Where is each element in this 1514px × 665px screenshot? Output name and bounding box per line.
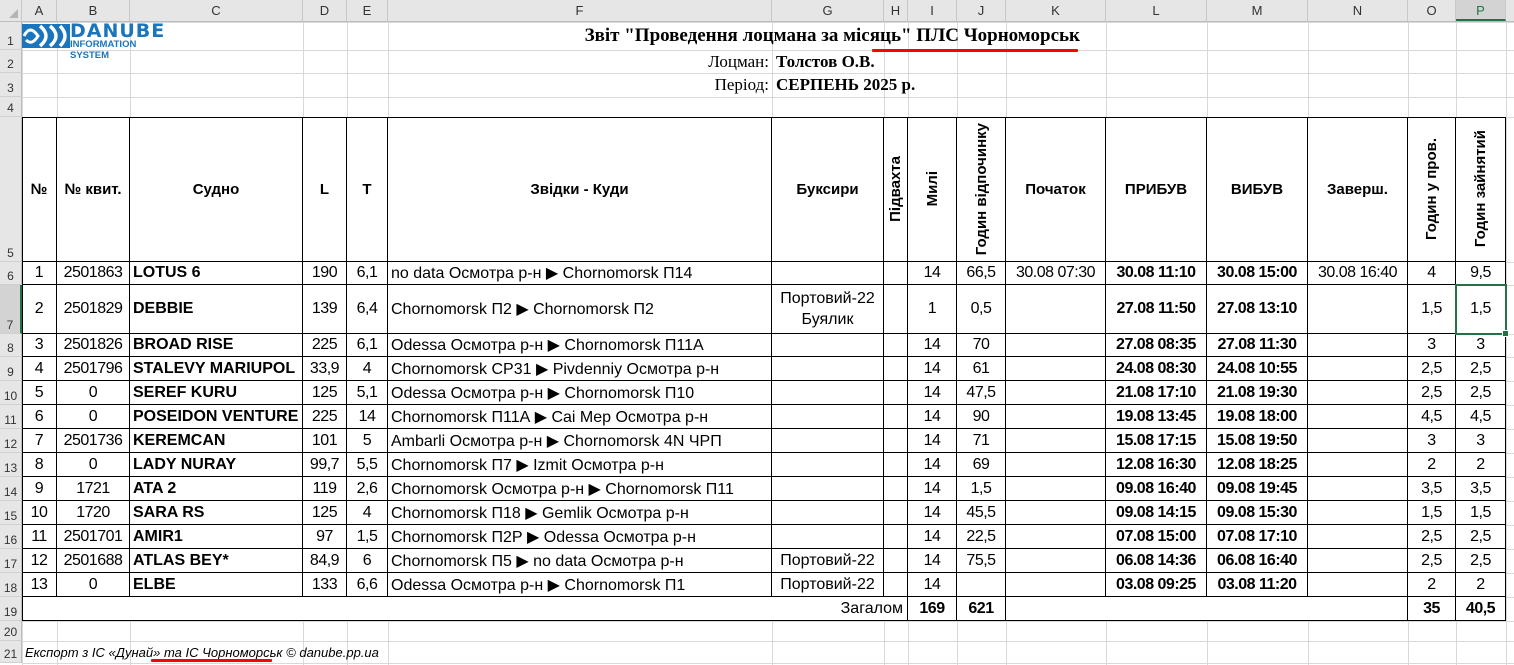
cell-miles[interactable]: 14: [908, 357, 957, 381]
row-header-18[interactable]: 18: [0, 573, 22, 597]
cell-no[interactable]: 11: [22, 525, 57, 549]
cell-hp[interactable]: 2: [1408, 573, 1456, 597]
cell-L[interactable]: 99,7: [303, 453, 347, 477]
cell-miles[interactable]: 14: [908, 405, 957, 429]
cell-vessel[interactable]: POSEIDON VENTURE: [130, 405, 303, 429]
row-header-9[interactable]: 9: [0, 357, 22, 381]
cell-hp[interactable]: 2: [1408, 453, 1456, 477]
cell-T[interactable]: 6,1: [347, 334, 388, 357]
column-header-d[interactable]: D: [303, 0, 347, 21]
cell-route[interactable]: Chornomorsk П2 ▶ Chornomorsk П2: [388, 285, 772, 334]
header-vessel[interactable]: Судно: [130, 117, 303, 262]
gridline-h: [22, 621, 1514, 622]
cell-route[interactable]: Chornomorsk П5 ▶ no data Осмотра р-н: [388, 549, 772, 573]
cell-start[interactable]: [1006, 525, 1106, 549]
cell-ticket[interactable]: 0: [57, 573, 130, 597]
cell-departed[interactable]: 03.08 11:20: [1207, 573, 1308, 597]
cell-T[interactable]: 6,4: [347, 285, 388, 334]
cell-vessel[interactable]: STALEVY MARIUPOL: [130, 357, 303, 381]
cell-ticket[interactable]: 2501688: [57, 549, 130, 573]
cell-route[interactable]: Odessa Осмотра р-н ▶ Chornomorsk П10: [388, 381, 772, 405]
cell-start[interactable]: [1006, 405, 1106, 429]
header-tugs[interactable]: Буксири: [772, 117, 884, 262]
footer-underline-annotation: [151, 659, 272, 662]
cell-L[interactable]: 133: [303, 573, 347, 597]
cell-rest[interactable]: 71: [957, 429, 1006, 453]
cell-departed[interactable]: 06.08 16:40: [1207, 549, 1308, 573]
report-title: Звіт "Проведення лоцмана за місяць" ПЛС Чорноморськ: [584, 25, 1080, 46]
cell-tugs[interactable]: [772, 429, 884, 453]
cell-departed[interactable]: 09.08 15:30: [1207, 501, 1308, 525]
cell-hb[interactable]: 2,5: [1456, 381, 1506, 405]
row-header-15[interactable]: 15: [0, 501, 22, 525]
cell-tugs[interactable]: [772, 453, 884, 477]
cell-ticket[interactable]: 2501736: [57, 429, 130, 453]
cell-T[interactable]: 6,1: [347, 262, 388, 285]
cell-L[interactable]: 33,9: [303, 357, 347, 381]
cell-start[interactable]: 30.08 07:30: [1006, 262, 1106, 285]
cell-rest[interactable]: 45,5: [957, 501, 1006, 525]
cell-no[interactable]: 7: [22, 429, 57, 453]
column-header-k[interactable]: K: [1006, 0, 1106, 21]
cell-ticket[interactable]: 2501796: [57, 357, 130, 381]
cell-start[interactable]: [1006, 429, 1106, 453]
column-header-p[interactable]: P: [1456, 0, 1506, 21]
cell-arrived[interactable]: 15.08 17:15: [1106, 429, 1207, 453]
cell-finish[interactable]: [1308, 285, 1408, 334]
cell-vessel[interactable]: SARA RS: [130, 501, 303, 525]
header-hours-pilot[interactable]: Годин у пров.: [1408, 117, 1456, 262]
cell-finish[interactable]: [1308, 453, 1408, 477]
cell-start[interactable]: [1006, 381, 1106, 405]
cell-vessel[interactable]: DEBBIE: [130, 285, 303, 334]
period-value: СЕРПЕНЬ 2025 р.: [776, 75, 916, 94]
cell-no[interactable]: 9: [22, 477, 57, 501]
cell-watch[interactable]: [884, 501, 908, 525]
cell-rest[interactable]: 69: [957, 453, 1006, 477]
totals-hours-busy[interactable]: 40,5: [1456, 597, 1506, 621]
cell-hb[interactable]: 1,5: [1456, 285, 1506, 334]
header-t[interactable]: T: [347, 117, 388, 262]
cell-departed[interactable]: 07.08 17:10: [1207, 525, 1308, 549]
row-header-3[interactable]: 3: [0, 73, 22, 97]
totals-rest[interactable]: 621: [957, 597, 1006, 621]
row-header-6[interactable]: 6: [0, 262, 22, 285]
cell-vessel[interactable]: LOTUS 6: [130, 262, 303, 285]
row-header-14[interactable]: 14: [0, 477, 22, 501]
cell-route[interactable]: Odessa Осмотра р-н ▶ Chornomorsk П1: [388, 573, 772, 597]
cell-miles[interactable]: 14: [908, 262, 957, 285]
row-header-11[interactable]: 11: [0, 405, 22, 429]
totals-empty: [1006, 597, 1408, 621]
cell-finish[interactable]: [1308, 477, 1408, 501]
header-start[interactable]: Початок: [1006, 117, 1106, 262]
cell-arrived[interactable]: 09.08 16:40: [1106, 477, 1207, 501]
column-header-h[interactable]: H: [884, 0, 908, 21]
cell-watch[interactable]: [884, 285, 908, 334]
header-l[interactable]: L: [303, 117, 347, 262]
selected-cell-p7[interactable]: [1455, 284, 1507, 335]
cell-watch[interactable]: [884, 262, 908, 285]
cell-vessel[interactable]: ELBE: [130, 573, 303, 597]
column-header-i[interactable]: I: [908, 0, 957, 21]
cell-arrived[interactable]: 07.08 15:00: [1106, 525, 1207, 549]
cell-departed[interactable]: 12.08 18:25: [1207, 453, 1308, 477]
cell-departed[interactable]: 21.08 19:30: [1207, 381, 1308, 405]
cell-hb[interactable]: 2,5: [1456, 525, 1506, 549]
cell-rest[interactable]: 90: [957, 405, 1006, 429]
column-header-c[interactable]: C: [130, 0, 303, 21]
cell-tugs[interactable]: Портовий-22: [772, 573, 884, 597]
column-header-o[interactable]: O: [1408, 0, 1456, 21]
cell-finish[interactable]: [1308, 501, 1408, 525]
cell-arrived[interactable]: 19.08 13:45: [1106, 405, 1207, 429]
cell-start[interactable]: [1006, 357, 1106, 381]
cell-finish[interactable]: [1308, 334, 1408, 357]
header-route[interactable]: Звідки - Куди: [388, 117, 772, 262]
cell-departed[interactable]: 15.08 19:50: [1207, 429, 1308, 453]
column-header-bar: [22, 0, 1514, 22]
cell-no[interactable]: 3: [22, 334, 57, 357]
cell-vessel[interactable]: SEREF KURU: [130, 381, 303, 405]
cell-L[interactable]: 225: [303, 334, 347, 357]
row-header-10[interactable]: 10: [0, 381, 22, 405]
cell-route[interactable]: Odessa Осмотра р-н ▶ Chornomorsk П11А: [388, 334, 772, 357]
cell-departed[interactable]: 27.08 13:10: [1207, 285, 1308, 334]
cell-L[interactable]: 125: [303, 501, 347, 525]
cell-finish[interactable]: [1308, 357, 1408, 381]
cell-T[interactable]: 5: [347, 429, 388, 453]
cell-ticket[interactable]: 2501826: [57, 334, 130, 357]
cell-ticket[interactable]: 2501701: [57, 525, 130, 549]
cell-vessel[interactable]: ATA 2: [130, 477, 303, 501]
cell-hb[interactable]: 1,5: [1456, 501, 1506, 525]
cell-tugs[interactable]: [772, 501, 884, 525]
cell-hp[interactable]: 2,5: [1408, 381, 1456, 405]
select-all-corner[interactable]: [0, 0, 22, 22]
cell-arrived[interactable]: 27.08 11:50: [1106, 285, 1207, 334]
header-finish[interactable]: Заверш.: [1308, 117, 1408, 262]
cell-hb[interactable]: 2,5: [1456, 357, 1506, 381]
cell-tugs[interactable]: [772, 405, 884, 429]
cell-rest[interactable]: 22,5: [957, 525, 1006, 549]
cell-arrived[interactable]: 12.08 16:30: [1106, 453, 1207, 477]
cell-T[interactable]: 6: [347, 549, 388, 573]
logo-name: DANUBE: [70, 20, 166, 42]
cell-hb[interactable]: 2: [1456, 573, 1506, 597]
cell-rest[interactable]: 1,5: [957, 477, 1006, 501]
cell-hp[interactable]: 2,5: [1408, 525, 1456, 549]
cell-hp[interactable]: 1,5: [1408, 501, 1456, 525]
cell-hp[interactable]: 4: [1408, 262, 1456, 285]
cell-departed[interactable]: 24.08 10:55: [1207, 357, 1308, 381]
cell-ticket[interactable]: 2501829: [57, 285, 130, 334]
header-hours-busy[interactable]: Годин зайнятий: [1456, 117, 1506, 262]
cell-no[interactable]: 1: [22, 262, 57, 285]
cell-T[interactable]: 6,6: [347, 573, 388, 597]
cell-watch[interactable]: [884, 453, 908, 477]
cell-tugs[interactable]: [772, 357, 884, 381]
cell-watch[interactable]: [884, 549, 908, 573]
cell-tugs[interactable]: [772, 334, 884, 357]
cell-vessel[interactable]: BROAD RISE: [130, 334, 303, 357]
cell-hp[interactable]: 3: [1408, 334, 1456, 357]
cell-vessel[interactable]: LADY NURAY: [130, 453, 303, 477]
cell-vessel[interactable]: KEREMCAN: [130, 429, 303, 453]
cell-L[interactable]: 190: [303, 262, 347, 285]
cell-start[interactable]: [1006, 549, 1106, 573]
cell-departed[interactable]: 30.08 15:00: [1207, 262, 1308, 285]
cell-L[interactable]: 97: [303, 525, 347, 549]
column-header-g[interactable]: G: [772, 0, 884, 21]
row-header-1[interactable]: 1: [0, 22, 22, 50]
cell-hb[interactable]: 3: [1456, 334, 1506, 357]
cell-watch[interactable]: [884, 477, 908, 501]
cell-hb[interactable]: 9,5: [1456, 262, 1506, 285]
header-arrived[interactable]: ПРИБУВ: [1106, 117, 1207, 262]
gridline-h: [22, 97, 1514, 98]
cell-miles[interactable]: 14: [908, 453, 957, 477]
cell-arrived[interactable]: 30.08 11:10: [1106, 262, 1207, 285]
cell-tugs[interactable]: [772, 477, 884, 501]
cell-start[interactable]: [1006, 334, 1106, 357]
cell-hb[interactable]: 2,5: [1456, 549, 1506, 573]
header-miles[interactable]: Милі: [908, 117, 957, 262]
cell-hb[interactable]: 2: [1456, 453, 1506, 477]
cell-hp[interactable]: 2,5: [1408, 357, 1456, 381]
cell-miles[interactable]: 14: [908, 525, 957, 549]
cell-hp[interactable]: 3,5: [1408, 477, 1456, 501]
column-header-f[interactable]: F: [388, 0, 772, 21]
cell-ticket[interactable]: 1720: [57, 501, 130, 525]
cell-arrived[interactable]: 27.08 08:35: [1106, 334, 1207, 357]
cell-watch[interactable]: [884, 429, 908, 453]
cell-T[interactable]: 14: [347, 405, 388, 429]
pilot-label: Лоцман:: [708, 51, 769, 71]
column-header-e[interactable]: E: [347, 0, 388, 21]
cell-miles[interactable]: 14: [908, 501, 957, 525]
cell-miles[interactable]: 14: [908, 429, 957, 453]
cell-departed[interactable]: 09.08 19:45: [1207, 477, 1308, 501]
cell-no[interactable]: 8: [22, 453, 57, 477]
cell-watch[interactable]: [884, 525, 908, 549]
cell-no[interactable]: 10: [22, 501, 57, 525]
cell-hp[interactable]: 4,5: [1408, 405, 1456, 429]
row-header-17[interactable]: 17: [0, 549, 22, 573]
row-header-4[interactable]: 4: [0, 97, 22, 117]
cell-no[interactable]: 12: [22, 549, 57, 573]
cell-vessel[interactable]: ATLAS BEY*: [130, 549, 303, 573]
cell-hp[interactable]: 3: [1408, 429, 1456, 453]
column-header-j[interactable]: J: [957, 0, 1006, 21]
cell-no[interactable]: 2: [22, 285, 57, 334]
column-header-l[interactable]: L: [1106, 0, 1207, 21]
totals-label: Загалом: [22, 597, 908, 621]
cell-finish[interactable]: [1308, 525, 1408, 549]
cell-L[interactable]: 125: [303, 381, 347, 405]
cell-route[interactable]: Chornomorsk CP31 ▶ Pivdenniy Осмотра р-н: [388, 357, 772, 381]
cell-arrived[interactable]: 06.08 14:36: [1106, 549, 1207, 573]
cell-route[interactable]: Chornomorsk П11А ▶ Cai Mep Осмотра р-н: [388, 405, 772, 429]
row-header-13[interactable]: 13: [0, 453, 22, 477]
cell-ticket[interactable]: 2501863: [57, 262, 130, 285]
logo-subtitle: INFORMATION SYSTEM: [70, 39, 137, 61]
cell-rest[interactable]: 70: [957, 334, 1006, 357]
column-header-m[interactable]: M: [1207, 0, 1308, 21]
cell-start[interactable]: [1006, 477, 1106, 501]
cell-no[interactable]: 4: [22, 357, 57, 381]
cell-no[interactable]: 6: [22, 405, 57, 429]
totals-miles[interactable]: 169: [908, 597, 957, 621]
cell-tugs[interactable]: [772, 381, 884, 405]
row-header-7[interactable]: 7: [0, 285, 22, 334]
cell-rest[interactable]: 47,5: [957, 381, 1006, 405]
cell-rest[interactable]: 0,5: [957, 285, 1006, 334]
cell-watch[interactable]: [884, 405, 908, 429]
cell-finish[interactable]: 30.08 16:40: [1308, 262, 1408, 285]
header-no[interactable]: №: [22, 117, 57, 262]
cell-route[interactable]: Ambarli Осмотра р-н ▶ Chornomorsk 4N ЧРП: [388, 429, 772, 453]
cell-miles[interactable]: 14: [908, 477, 957, 501]
cell-tugs[interactable]: Портовий-22 Буялик: [772, 285, 884, 334]
danube-logo: [22, 20, 172, 61]
cell-route[interactable]: Chornomorsk Осмотра р-н ▶ Chornomorsk П11: [388, 477, 772, 501]
cell-ticket[interactable]: 0: [57, 381, 130, 405]
cell-miles[interactable]: 14: [908, 381, 957, 405]
cell-finish[interactable]: [1308, 405, 1408, 429]
cell-rest[interactable]: 75,5: [957, 549, 1006, 573]
header-departed[interactable]: ВИБУВ: [1207, 117, 1308, 262]
cell-L[interactable]: 101: [303, 429, 347, 453]
cell-departed[interactable]: 27.08 11:30: [1207, 334, 1308, 357]
cell-start[interactable]: [1006, 453, 1106, 477]
header-rest-hours[interactable]: Годин відпочинку: [957, 117, 1006, 262]
cell-hp[interactable]: 2,5: [1408, 549, 1456, 573]
row-header-8[interactable]: 8: [0, 334, 22, 357]
column-header-n[interactable]: N: [1308, 0, 1408, 21]
row-header-19[interactable]: 19: [0, 597, 22, 621]
cell-start[interactable]: [1006, 285, 1106, 334]
row-header-20[interactable]: 20: [0, 621, 22, 641]
cell-finish[interactable]: [1308, 573, 1408, 597]
cell-departed[interactable]: 19.08 18:00: [1207, 405, 1308, 429]
pilot-value: Толстов О.В.: [776, 51, 875, 71]
period-label: Період:: [714, 75, 769, 94]
cell-tugs[interactable]: [772, 262, 884, 285]
row-header-2[interactable]: 2: [0, 50, 22, 73]
cell-T[interactable]: 1,5: [347, 525, 388, 549]
header-watch[interactable]: Підвахта: [884, 117, 908, 262]
cell-arrived[interactable]: 09.08 14:15: [1106, 501, 1207, 525]
cell-L[interactable]: 225: [303, 405, 347, 429]
cell-rest[interactable]: 66,5: [957, 262, 1006, 285]
cell-T[interactable]: 5,1: [347, 381, 388, 405]
cell-tugs[interactable]: Портовий-22: [772, 549, 884, 573]
cell-rest[interactable]: 61: [957, 357, 1006, 381]
cell-ticket[interactable]: 1721: [57, 477, 130, 501]
cell-watch[interactable]: [884, 573, 908, 597]
cell-route[interactable]: Chornomorsk П2Р ▶ Odessa Осмотра р-н: [388, 525, 772, 549]
cell-route[interactable]: Chornomorsk П18 ▶ Gemlik Осмотра р-н: [388, 501, 772, 525]
cell-ticket[interactable]: 0: [57, 453, 130, 477]
cell-T[interactable]: 5,5: [347, 453, 388, 477]
cell-watch[interactable]: [884, 334, 908, 357]
cell-T[interactable]: 4: [347, 357, 388, 381]
cell-watch[interactable]: [884, 357, 908, 381]
cell-T[interactable]: 4: [347, 501, 388, 525]
row-header-12[interactable]: 12: [0, 429, 22, 453]
column-header-b[interactable]: B: [57, 0, 130, 21]
column-header-a[interactable]: A: [22, 0, 57, 21]
cell-L[interactable]: 84,9: [303, 549, 347, 573]
cell-arrived[interactable]: 24.08 08:30: [1106, 357, 1207, 381]
cell-L[interactable]: 139: [303, 285, 347, 334]
cell-no[interactable]: 5: [22, 381, 57, 405]
gridline-h: [22, 663, 1514, 664]
cell-T[interactable]: 2,6: [347, 477, 388, 501]
cell-start[interactable]: [1006, 501, 1106, 525]
totals-hours-pilot[interactable]: 35: [1408, 597, 1456, 621]
cell-L[interactable]: 119: [303, 477, 347, 501]
row-header-5[interactable]: 5: [0, 117, 22, 262]
header-ticket[interactable]: № квит.: [57, 117, 130, 262]
cell-hb[interactable]: 3: [1456, 429, 1506, 453]
cell-miles[interactable]: 14: [908, 334, 957, 357]
cell-watch[interactable]: [884, 381, 908, 405]
row-header-21[interactable]: 21: [0, 641, 22, 663]
cell-route[interactable]: Chornomorsk П7 ▶ Izmit Осмотра р-н: [388, 453, 772, 477]
cell-hp[interactable]: 1,5: [1408, 285, 1456, 334]
row-header-16[interactable]: 16: [0, 525, 22, 549]
export-footer: Експорт з ІС «Дунай» та ІС Чорноморськ © danube.pp.ua: [25, 644, 379, 660]
cell-vessel[interactable]: AMIR1: [130, 525, 303, 549]
cell-finish[interactable]: [1308, 549, 1408, 573]
cell-ticket[interactable]: 0: [57, 405, 130, 429]
cell-finish[interactable]: [1308, 381, 1408, 405]
cell-no[interactable]: 13: [22, 573, 57, 597]
cell-hb[interactable]: 3,5: [1456, 477, 1506, 501]
cell-finish[interactable]: [1308, 429, 1408, 453]
cell-start[interactable]: [1006, 573, 1106, 597]
cell-miles[interactable]: 14: [908, 573, 957, 597]
cell-tugs[interactable]: [772, 525, 884, 549]
cell-route[interactable]: no data Осмотра р-н ▶ Chornomorsk П14: [388, 262, 772, 285]
cell-hb[interactable]: 4,5: [1456, 405, 1506, 429]
cell-rest[interactable]: [957, 573, 1006, 597]
cell-arrived[interactable]: 21.08 17:10: [1106, 381, 1207, 405]
cell-miles[interactable]: 14: [908, 549, 957, 573]
gridline-v: [1506, 22, 1507, 665]
cell-arrived[interactable]: 03.08 09:25: [1106, 573, 1207, 597]
cell-miles[interactable]: 1: [908, 285, 957, 334]
